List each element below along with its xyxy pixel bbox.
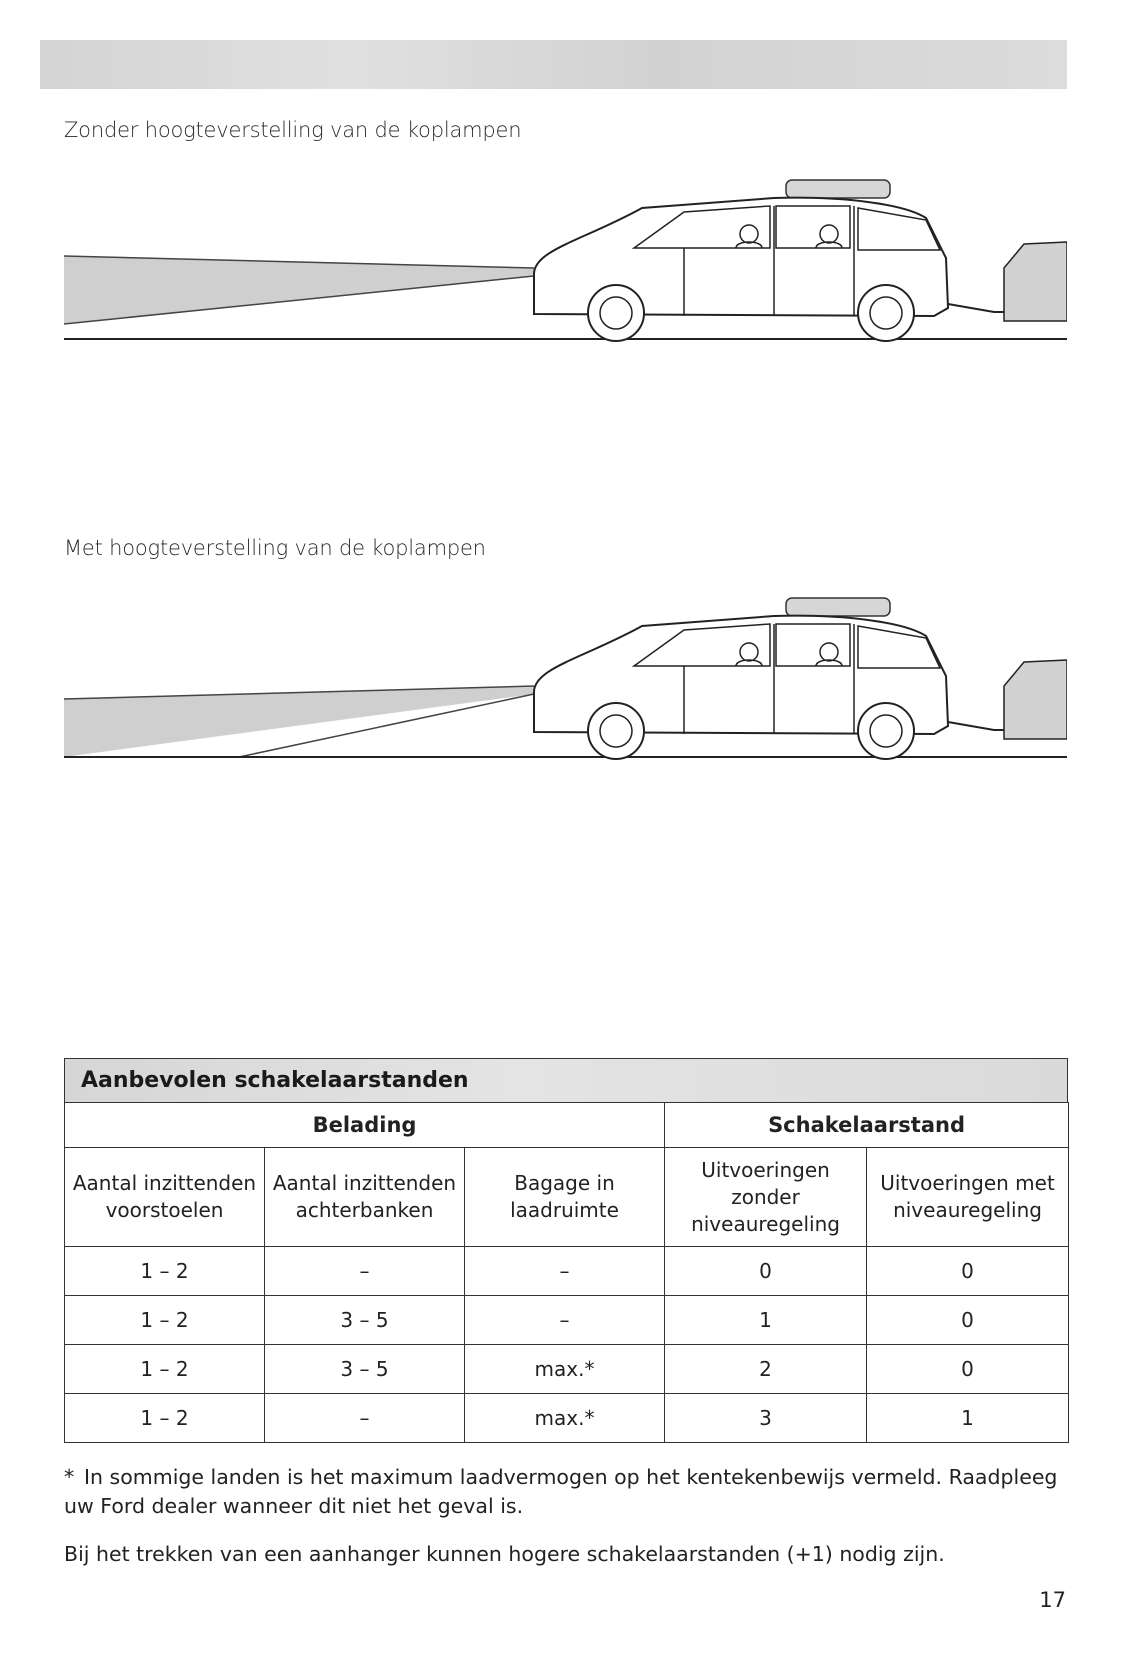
table-cell: 3 [665, 1394, 867, 1443]
table-row [65, 1296, 1069, 1345]
table-cell: – [265, 1394, 465, 1443]
table-cell: 0 [867, 1345, 1069, 1394]
car-icon [534, 180, 1067, 341]
table-row [65, 1247, 1069, 1296]
table-row [65, 1394, 1069, 1443]
table-cell: – [465, 1296, 665, 1345]
footnote-text: In sommige landen is het maximum laadvermogen op het kentekenbewijs vermeld. Raadpleeg uw Ford dealer wanneer dit niet het geval is. [64, 1465, 1058, 1518]
table-title: Aanbevolen schakelaarstanden [64, 1058, 1068, 1102]
footnote-max-load [64, 1463, 1074, 1521]
column-header: Uitvoeringen met niveauregeling [867, 1148, 1069, 1247]
group-header-load: Belading [65, 1103, 665, 1148]
table-cell: 0 [665, 1247, 867, 1296]
illustration-with-leveling [64, 594, 1067, 774]
header-band [40, 40, 1067, 89]
table-cell: 3 – 5 [265, 1296, 465, 1345]
column-header: Uitvoeringen zonder niveauregeling [665, 1148, 867, 1247]
table-cell: 1 [665, 1296, 867, 1345]
table-cell: max.* [465, 1345, 665, 1394]
table-row [65, 1345, 1069, 1394]
table-cell: 1 [867, 1394, 1069, 1443]
illustration-without-leveling [64, 176, 1067, 356]
table-cell: 1 – 2 [65, 1296, 265, 1345]
table-cell: 0 [867, 1247, 1069, 1296]
table-cell: – [265, 1247, 465, 1296]
table-cell: 1 – 2 [65, 1394, 265, 1443]
table-cell: 1 – 2 [65, 1247, 265, 1296]
table-cell: max.* [465, 1394, 665, 1443]
car-icon [534, 598, 1067, 759]
table-cell: 1 – 2 [65, 1345, 265, 1394]
page-number: 17 [1039, 1588, 1066, 1612]
figure-caption-with-leveling: Met hoogteverstelling van de koplampen [64, 536, 486, 560]
group-header-switch: Schakelaarstand [665, 1103, 1069, 1148]
footnote-asterisk: * [64, 1465, 75, 1489]
table-cell: 3 – 5 [265, 1345, 465, 1394]
column-headers [65, 1148, 1069, 1247]
column-header: Aantal inzittenden voorstoelen [65, 1148, 265, 1247]
table-cell: – [465, 1247, 665, 1296]
recommended-settings-table [64, 1058, 1068, 1443]
footnote-trailer: Bij het trekken van een aanhanger kunnen hogere schakelaarstanden (+1) nodig zijn. [64, 1542, 945, 1566]
table-cell: 0 [867, 1296, 1069, 1345]
figure-caption-without-leveling: Zonder hoogteverstelling van de koplampen [64, 118, 522, 142]
column-header: Aantal inzittenden achterbanken [265, 1148, 465, 1247]
column-header: Bagage in laadruimte [465, 1148, 665, 1247]
table-cell: 2 [665, 1345, 867, 1394]
